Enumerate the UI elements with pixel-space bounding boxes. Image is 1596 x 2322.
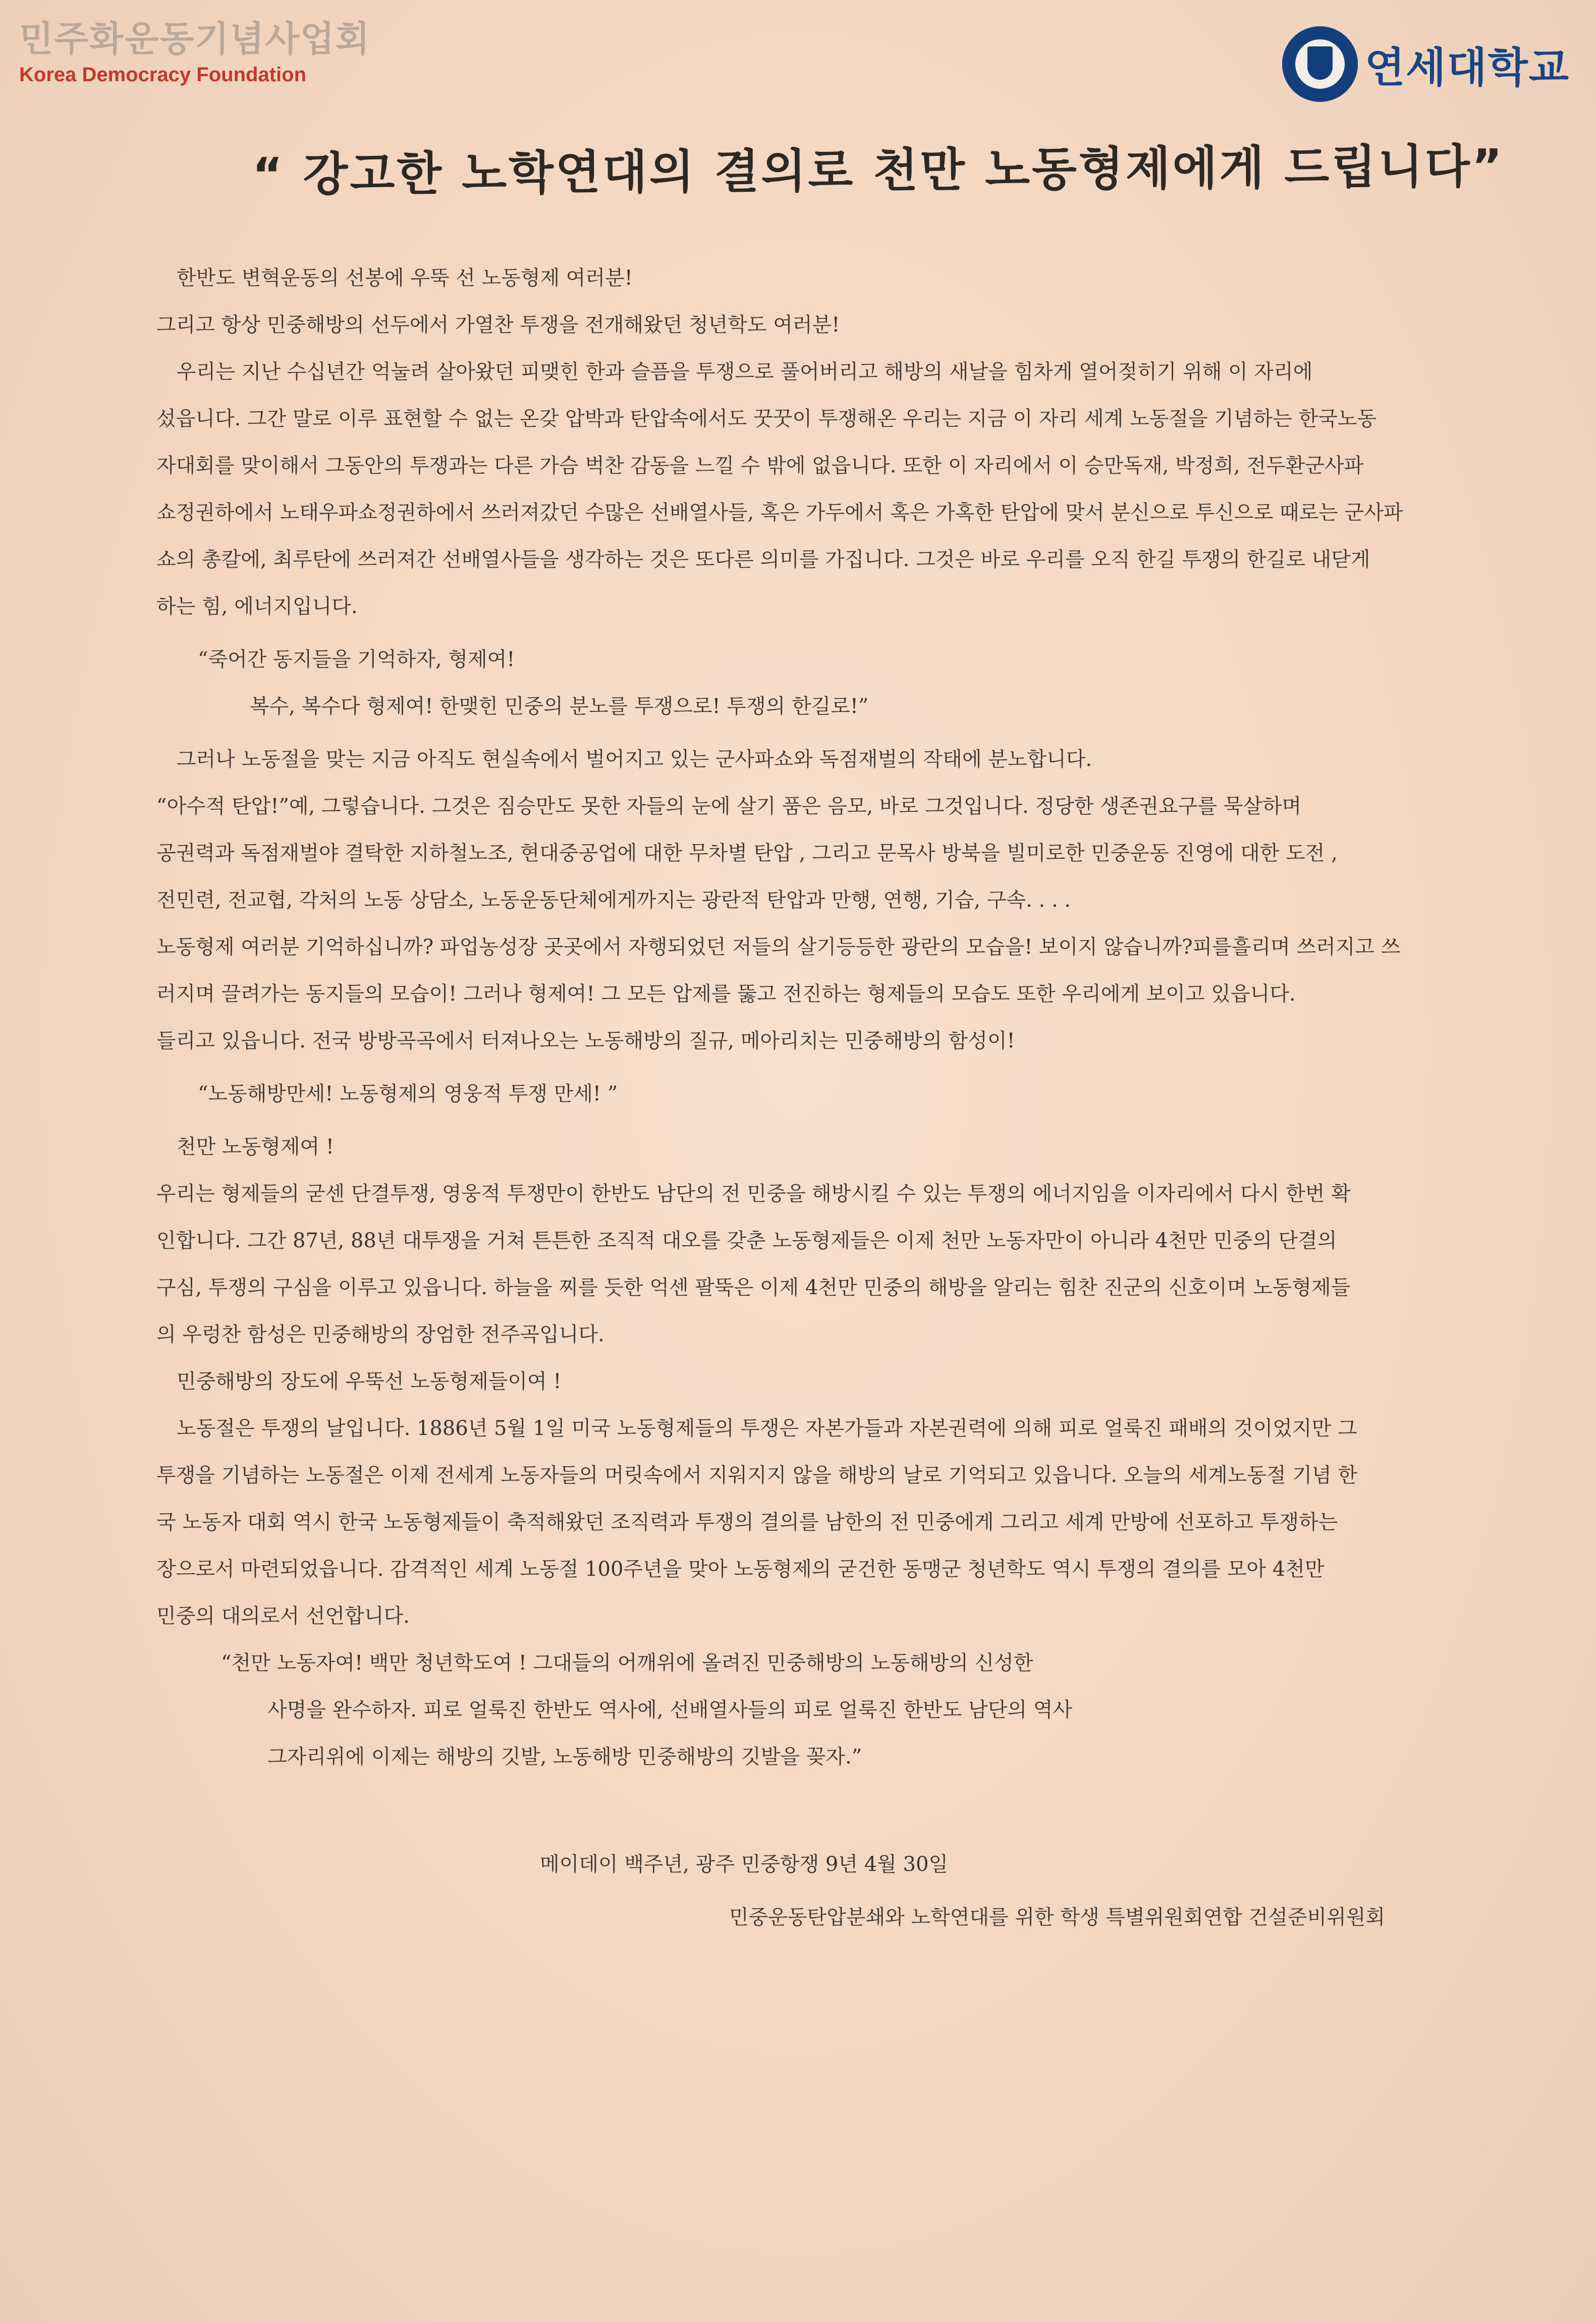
body-line: “아수적 탄압!”예, 그렇습니다. 그것은 짐승만도 못한 자들의 눈에 살기 품은 음모, 바로 그것입니다. 정당한 생존권요구를 묵살하며 (156, 795, 1302, 818)
slogan-line: “노동해방만세! 노동형제의 영웅적 투쟁 만세! ” (198, 1082, 618, 1105)
document-title: “ 강고한 노학연대의 결의로 천만 노동형제에게 드립니다” (252, 139, 1505, 202)
foundation-logo (19, 18, 371, 86)
body-line: 구심, 투쟁의 구심을 이루고 있읍니다. 하늘을 찌를 듯한 억센 팔뚝은 이제 4천만 민중의 해방을 알리는 힘찬 진군의 신호이며 노동형제들 (156, 1276, 1351, 1299)
body-line: 그리고 항상 민중해방의 선두에서 가열찬 투쟁을 전개해왔던 청년학도 여러분! (156, 313, 840, 337)
body-line: 노동형제 여러분 기억하십니까? 파업농성장 곳곳에서 자행되었던 저들의 살기등등한 광란의 모습을! 보이지 않습니까?피를흘리며 쓰러지고 쓰 (156, 935, 1401, 959)
body-line: 공권력과 독점재벌야 결탁한 지하철노조, 현대중공업에 대한 무차별 탄압 , 그리고 문목사 방북을 빌미로한 민중운동 진영에 대한 도전 , (156, 842, 1338, 865)
body-line: 국 노동자 대회 역시 한국 노동형제들이 축적해왔던 조직력과 투쟁의 결의를 남한의 전 민중에게 그리고 세계 만방에 선포하고 투쟁하는 (156, 1511, 1338, 1534)
body-line: 민중의 대의로서 선언합니다. (156, 1605, 410, 1628)
section-heading: 민중해방의 장도에 우뚝선 노동형제들이여 ! (177, 1370, 562, 1393)
section-heading: 천만 노동형제여 ! (177, 1135, 334, 1158)
closing-slogan-line: 사명을 완수하자. 피로 얼룩진 한반도 역사에, 선배열사들의 피로 얼룩진 한반도 남단의 역사 (267, 1698, 1072, 1722)
university-logo (1282, 26, 1570, 102)
body-line: 섰읍니다. 그간 말로 이루 표현할 수 없는 온갖 압박과 탄압속에서도 꿋꿋이 투쟁해온 우리는 지금 이 자리 세계 노동절을 기념하는 한국노동 (156, 407, 1377, 430)
body-line: 쇼의 총칼에, 최루탄에 쓰러져간 선배열사들을 생각하는 것은 또다른 의미를 가집니다. 그것은 바로 우리를 오직 한길 투쟁의 한길로 내닫게 (156, 548, 1370, 571)
body-line: 인합니다. 그간 87년, 88년 대투쟁을 거쳐 튼튼한 조직적 대오를 갖춘 노동형제들은 이제 천만 노동자만이 아니라 4천만 민중의 단결의 (156, 1229, 1337, 1252)
university-seal-icon (1282, 26, 1358, 102)
body-line: 들리고 있읍니다. 전국 방방곡곡에서 터져나오는 노동해방의 질규, 메아리치는 민중해방의 함성이! (156, 1029, 1015, 1053)
closing-slogan-line: “천만 노동자여! 백만 청년학도여 ! 그대들의 어깨위에 올려진 민중해방의 노동해방의 신성한 (221, 1651, 1033, 1675)
body-line: 전민련, 전교협, 각처의 노동 상담소, 노동운동단체에게까지는 광란적 탄압과 만행, 연행, 기습, 구속. . . . (156, 889, 1071, 912)
body-line: 투쟁을 기념하는 노동절은 이제 전세계 노동자들의 머릿속에서 지워지지 않을 해방의 날로 기억되고 있읍니다. 오늘의 세계노동절 기념 한 (156, 1464, 1357, 1487)
foundation-name-english: Korea Democracy Foundation (19, 64, 307, 86)
closing-slogan-line: 그자리위에 이제는 해방의 깃발, 노동해방 민중해방의 깃발을 꽂자.” (267, 1745, 862, 1768)
body-line: 그러나 노동절을 맞는 지금 아직도 현실속에서 벌어지고 있는 군사파쇼와 독점재벌의 작태에 분노합니다. (177, 748, 1092, 771)
body-line: 러지며 끌려가는 동지들의 모습이! 그러나 형제여! 그 모든 압제를 뚫고 전진하는 형제들의 모습도 또한 우리에게 보이고 있읍니다. (156, 982, 1296, 1006)
body-line: 자대회를 맞이해서 그동안의 투쟁과는 다른 가슴 벅찬 감동을 느낄 수 밖에 없읍니다. 또한 이 자리에서 이 승만독재, 박정희, 전두환군사파 (156, 454, 1364, 477)
slogan-line: 복수, 복수다 형제여! 한맺힌 민중의 분노를 투쟁으로! 투쟁의 한길로!” (250, 695, 869, 718)
document-body (156, 255, 1448, 1941)
body-line: 쇼정권하에서 노태우파쇼정권하에서 쓰러져갔던 수많은 선배열사들, 혹은 가두에서 혹은 가혹한 탄압에 맞서 분신으로 투신으로 때로는 군사파 (156, 501, 1403, 524)
slogan-line: “죽어간 동지들을 기억하자, 형제여! (198, 648, 515, 671)
seal-shield-icon (1307, 46, 1333, 80)
foundation-name-korean: 민주화운동기념사업회 (19, 18, 371, 60)
body-line: 노동절은 투쟁의 날입니다. 1886년 5월 1일 미국 노동형제들의 투쟁은 자본가들과 자본권력에 의해 피로 얼룩진 패배의 것이었지만 그 (177, 1417, 1357, 1440)
body-line: 한반도 변혁운동의 선봉에 우뚝 선 노동형제 여러분! (177, 266, 633, 290)
body-line: 장으로서 마련되었읍니다. 감격적인 세계 노동절 100주년을 맞아 노동형제의 굳건한 동맹군 청년학도 역시 투쟁의 결의를 모아 4천만 (156, 1558, 1325, 1581)
university-name: 연세대학교 (1364, 43, 1570, 92)
signature-line: 민중운동탄압분쇄와 노학연대를 위한 학생 특별위원회연합 건설준비위원회 (729, 1906, 1386, 1929)
date-line: 메이데이 백주년, 광주 민중항쟁 9년 4월 30일 (540, 1853, 949, 1876)
body-line: 의 우렁찬 함성은 민중해방의 장엄한 전주곡입니다. (156, 1323, 604, 1346)
body-line: 우리는 형제들의 굳센 단결투쟁, 영웅적 투쟁만이 한반도 남단의 전 민중을 해방시킬 수 있는 투쟁의 에너지임을 이자리에서 다시 한번 확 (156, 1182, 1351, 1205)
body-line: 우리는 지난 수십년간 억눌려 살아왔던 피맺힌 한과 슬픔을 투쟁으로 풀어버리고 해방의 새날을 힘차게 열어젖히기 위해 이 자리에 (177, 360, 1313, 383)
body-line: 하는 힘, 에너지입니다. (156, 595, 358, 618)
